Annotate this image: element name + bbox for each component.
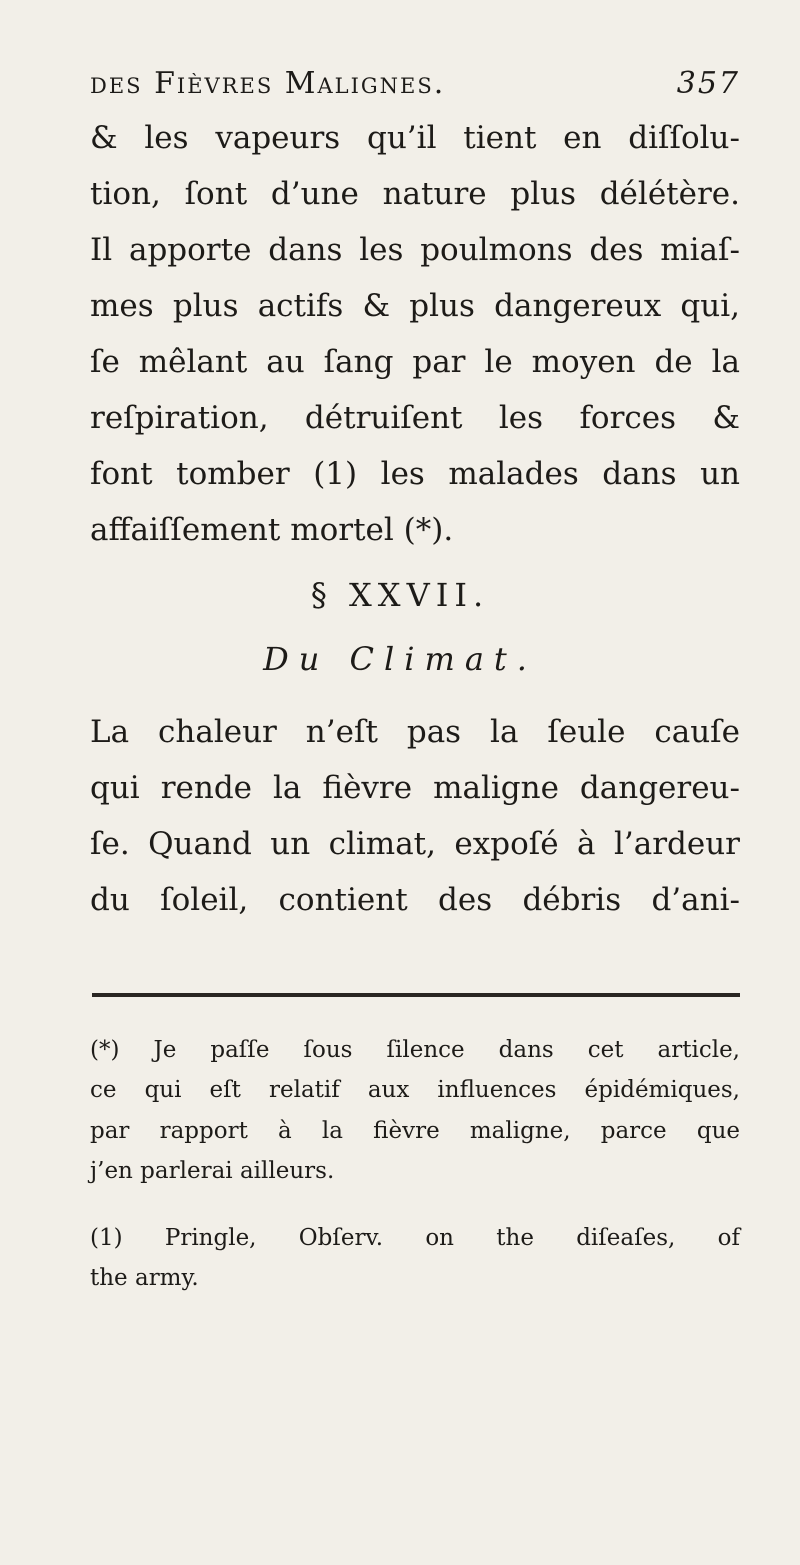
footnote-line: (1) Pringle, Obſerv. on the diſeaſes, of — [90, 1225, 740, 1251]
text-line: reſpiration, détruiſent les forces & — [90, 400, 740, 436]
text-line: & les vapeurs qu’il tient en diſſolu- — [90, 120, 740, 156]
section-number: § XXVII. — [310, 576, 490, 614]
footnote-rule — [92, 993, 740, 997]
running-title: des Fièvres Malignes. — [90, 66, 446, 101]
text-line: qui rende la fièvre maligne dangereu- — [90, 770, 740, 806]
text-line: affaiſſement mortel (*). — [90, 512, 454, 548]
text-line: mes plus actifs & plus dangereux qui, — [90, 288, 740, 324]
text-line: du ſoleil, contient des débris d’ani- — [90, 882, 740, 918]
text-line: tion, ſont d’une nature plus délétère. — [90, 176, 740, 212]
text-line: La chaleur n’eſt pas la ſeule cauſe — [90, 714, 740, 750]
footnote-line: (*) Je paſſe ſous ſilence dans cet article, — [90, 1037, 740, 1063]
text-line: Il apporte dans les poulmons des miaſ- — [90, 232, 740, 268]
text-line: ſe mêlant au ſang par le moyen de la — [90, 344, 740, 380]
footnote-line: j’en parlerai ailleurs. — [90, 1158, 335, 1184]
footnote-line: par rapport à la fièvre maligne, parce que — [90, 1118, 740, 1144]
text-line: ſe. Quand un climat, expoſé à l’ardeur — [90, 826, 740, 862]
page-number: 357 — [676, 66, 740, 101]
section-title: Du Climat. — [263, 640, 537, 678]
running-header — [90, 62, 740, 108]
footnote-line: ce qui eſt relatif aux influences épidémiques, — [90, 1077, 740, 1103]
footnote-line: the army. — [90, 1265, 199, 1291]
text-line: font tomber (1) les malades dans un — [90, 456, 740, 492]
